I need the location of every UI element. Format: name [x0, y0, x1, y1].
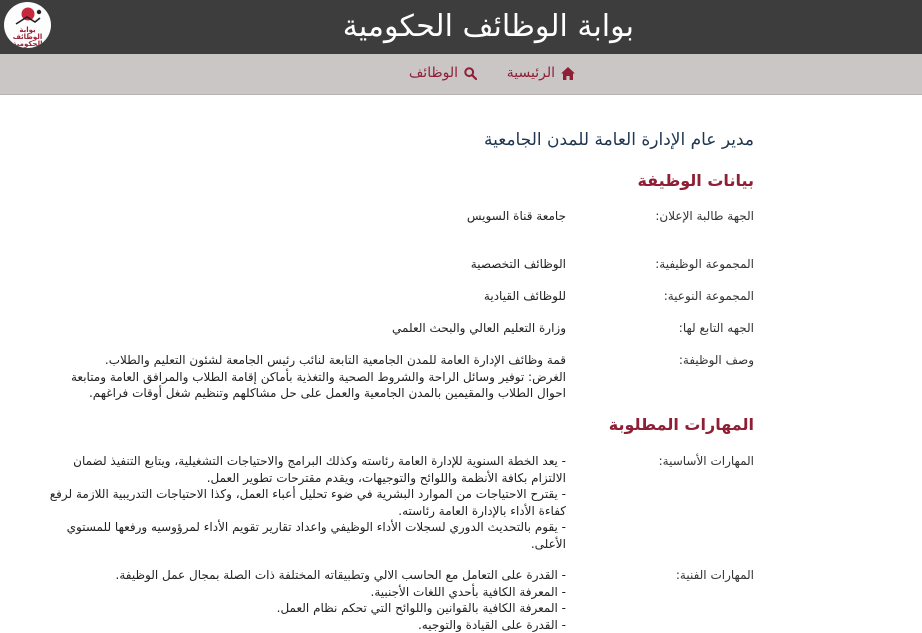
type-group-value: للوظائف القيادية	[166, 288, 566, 305]
basic-skill-line: الالتزام بكافة الأنظمة واللوائح والتوجيهات، ويقدم مقترحات تطوير العمل.	[166, 470, 566, 487]
technical-skills-label: المهارات الفنية:	[634, 567, 754, 584]
top-header	[0, 0, 922, 54]
job-description-value	[166, 352, 566, 402]
job-description-line: الغرض: توفير وسائل الراحة والشروط الصحية والتغذية بأماكن إقامة الطلاب والمرافق العامة ومتابعة	[166, 369, 566, 386]
basic-skill-line: الأعلى.	[166, 536, 566, 553]
parent-entity-value: وزارة التعليم العالي والبحث العلمي	[166, 320, 566, 337]
advertiser-value: جامعة قناة السويس	[166, 208, 566, 225]
basic-skill-line: كفاءة الأداء بالإدارة العامة رئاسته.	[166, 503, 566, 520]
basic-skill-line: - يقوم بالتحديث الدوري لسجلات الأداء الوظيفي واعداد تقارير تقويم الأداء لمرؤوسيه ورفعها للمستوي	[166, 519, 566, 536]
home-icon	[561, 67, 575, 80]
site-logo[interactable]	[4, 2, 51, 48]
parent-entity-label: الجهه التابع لها:	[634, 320, 754, 337]
nav-home-link[interactable]	[507, 64, 575, 82]
nav-jobs-label: الوظائف	[409, 64, 458, 82]
advertiser-label: الجهة طالبة الإعلان:	[634, 208, 754, 225]
type-group-label: المجموعة النوعية:	[634, 288, 754, 305]
job-description-line: قمة وظائف الإدارة العامة للمدن الجامعية التابعة لنائب رئيس الجامعة لشئون التعليم والطلاب.	[166, 352, 566, 369]
job-data-heading: بيانات الوظيفة	[637, 170, 754, 192]
job-description-label: وصف الوظيفة:	[634, 352, 754, 369]
basic-skill-line: - يعد الخطة السنوية للإدارة العامة رئاسته وكذلك البرامج والاحتياجات التشغيلية، ويتابع التنفيذ لضمان	[166, 453, 566, 470]
logo-text-line1: بوابة	[4, 26, 51, 34]
logo-text-line2: الوظائف	[4, 33, 51, 41]
nav-home-label: الرئيسية	[507, 64, 555, 82]
job-title: مدير عام الإدارة العامة للمدن الجامعية	[484, 128, 754, 152]
technical-skills-value	[166, 567, 566, 633]
main-nav	[0, 54, 922, 95]
basic-skill-line: - يقترح الاحتياجات من الموارد البشرية في ضوء تحليل أعباء العمل، وكذا الاحتياجات التدريبية اللازمة لرفع	[166, 486, 566, 503]
technical-skill-line: - المعرفة الكافية بالقوانين واللوائح التي تحكم نظام العمل.	[166, 600, 566, 617]
technical-skill-line: - القدرة على التعامل مع الحاسب الالي وتطبيقاته المختلفة ذات الصلة بمجال عمل الوظيفة.	[166, 567, 566, 584]
basic-skills-value	[166, 453, 566, 552]
job-description-line: احوال الطلاب والمقيمين بالمدن الجامعية والعمل على حل مشاكلهم وتنظيم شغل أوقات فراغهم.	[166, 385, 566, 402]
technical-skill-line: - القدرة على القيادة والتوجيه.	[166, 617, 566, 633]
basic-skills-label: المهارات الأساسية:	[634, 453, 754, 470]
site-title: بوابة الوظائف الحكومية	[343, 7, 634, 47]
search-icon	[464, 67, 477, 80]
skills-heading: المهارات المطلوبة	[609, 414, 754, 436]
job-group-label: المجموعة الوظيفية:	[634, 256, 754, 273]
job-group-value: الوظائف التخصصية	[166, 256, 566, 273]
logo-text-line3: الحكومية	[4, 40, 51, 48]
nav-jobs-link[interactable]	[409, 64, 477, 82]
technical-skill-line: - المعرفة الكافية بأحدي اللغات الأجنبية.	[166, 584, 566, 601]
